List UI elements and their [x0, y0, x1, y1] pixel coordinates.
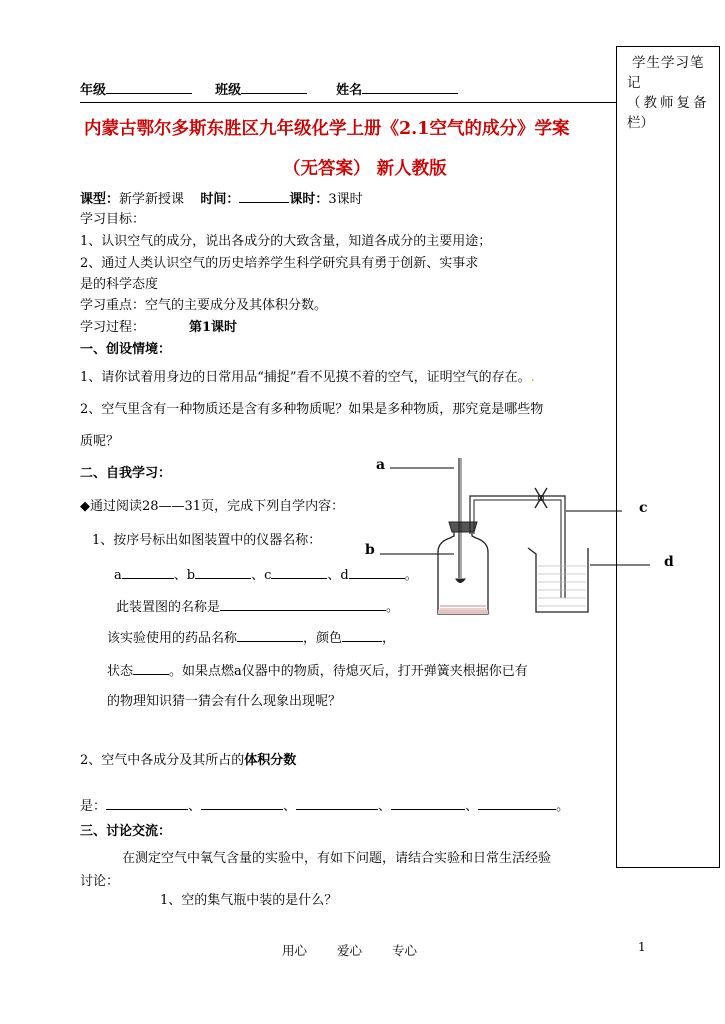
device-name-line: 此装置图的名称是 。: [116, 600, 400, 615]
time-label: 时间：: [200, 192, 240, 207]
objective-1: 1、认识空气的成分，说出各成分的大致含量，知道各成分的主要用途；: [80, 234, 492, 249]
drug-name-blank[interactable]: [237, 629, 303, 642]
header-fields: [80, 81, 458, 99]
section3-heading: 三、讨论交流：: [80, 824, 172, 839]
spring-clip-icon: [535, 488, 547, 508]
section2-q1: 1、按序号标出如图装置中的仪器名称：: [92, 533, 322, 548]
diagram-label-d: d: [664, 554, 674, 570]
section3-intro-line2: 讨论：: [80, 874, 120, 889]
blank-c[interactable]: [271, 566, 327, 579]
sidebar-line2: 记: [627, 75, 641, 91]
diagram-label-b: b: [365, 542, 375, 558]
composition-blank-3[interactable]: [296, 797, 378, 810]
composition-blank-5[interactable]: [478, 797, 556, 810]
section2-q2: 2、空气中各成分及其所占的体积分数: [80, 753, 297, 768]
section1-q1: 1、请你试着用身边的日常用品“捕捉”看不见摸不着的空气，证明空气的存在。.: [80, 370, 535, 385]
blank-b[interactable]: [195, 566, 251, 579]
rubber-stopper-icon: [449, 522, 477, 532]
color-blank[interactable]: [342, 629, 382, 642]
course-type-label: 课型：: [80, 192, 120, 207]
course-info: [80, 190, 363, 208]
period-value: 3课时: [328, 192, 363, 207]
sidebar-line1: 学生学习笔: [632, 55, 705, 71]
objective-2-line1: 2、通过人类认识空气的历史培养学生科学研究具有勇于创新、实事求: [80, 256, 479, 271]
composition-blank-2[interactable]: [201, 797, 283, 810]
sidebar-line4: 栏）: [627, 115, 654, 131]
time-blank[interactable]: [239, 190, 289, 203]
grade-blank[interactable]: [106, 81, 192, 94]
key-point: 学习重点：空气的主要成分及其体积分数。: [80, 298, 328, 313]
section1-q2-line1: 2、空气里含有一种物质还是含有多种物质呢？如果是多种物质，那究竟是哪些物: [80, 402, 544, 417]
combustion-spoon-icon: [456, 458, 465, 583]
diagram-label-c: c: [639, 500, 648, 516]
sidebar-line3: （教师复备: [627, 95, 710, 111]
diagram-label-a: a: [376, 457, 386, 473]
section1-heading: 一、创设情境：: [80, 342, 172, 357]
class-blank[interactable]: [241, 81, 307, 94]
period-label: 课时：: [289, 192, 329, 207]
drug-line: 该实验使用的药品名称 ，颜色 ，: [107, 631, 396, 646]
page-number: 1: [638, 940, 646, 954]
delivery-tube-icon: [470, 496, 565, 598]
objectives-heading: 学习目标：: [80, 212, 146, 227]
process-label: 学习过程：: [80, 320, 146, 335]
beaker-icon: [528, 548, 588, 612]
page-title: 内蒙古鄂尔多斯东胜区九年级化学上册《2.1空气的成分》学案: [84, 119, 570, 139]
state-blank[interactable]: [133, 662, 169, 675]
section1-q2-line2: 质呢？: [80, 434, 120, 449]
class-label: 班级: [215, 83, 242, 98]
footer-word-3: 专心: [392, 943, 418, 958]
gas-collecting-bottle-icon: [438, 530, 488, 614]
section3-q1: 1、空的集气瓶中装的是什么？: [160, 893, 338, 908]
footer-word-1: 用心: [282, 943, 308, 958]
header-rule: [80, 102, 616, 103]
blank-a[interactable]: [122, 566, 174, 579]
composition-blank-4[interactable]: [391, 797, 465, 810]
name-blank[interactable]: [362, 81, 458, 94]
composition-blank-1[interactable]: [106, 797, 188, 810]
footer-motto: [282, 941, 417, 959]
process-line: [80, 320, 237, 336]
apparatus-blanks: a 、b 、c 、d 。: [114, 568, 418, 583]
footer-word-2: 爱心: [337, 943, 363, 958]
guess-line: 的物理知识猜一猜会有什么现象出现呢？: [107, 694, 342, 709]
section3-intro-line1: 在测定空气中氧气含量的实验中，有如下问题，请结合实验和日常生活经验: [122, 851, 552, 866]
composition-blanks: 是： 、 、 、 、 。: [80, 799, 570, 814]
lesson-label: 第1课时: [189, 320, 238, 335]
course-type-value: 新学新授课: [119, 192, 185, 207]
objective-2-line2: 是的科学态度: [80, 277, 159, 292]
state-line: 状态 。如果点燃a仪器中的物质，待熄灭后，打开弹簧夹根据你已有: [107, 664, 528, 679]
page-subtitle: （无答案） 新人教版: [283, 159, 447, 179]
name-label: 姓名: [336, 83, 363, 98]
section2-heading: 二、自我学习：: [80, 466, 172, 481]
section2-read: ◆通过阅读28——31页，完成下列自学内容：: [80, 499, 345, 514]
apparatus-diagram: [360, 450, 690, 625]
grade-label: 年级: [80, 83, 107, 98]
